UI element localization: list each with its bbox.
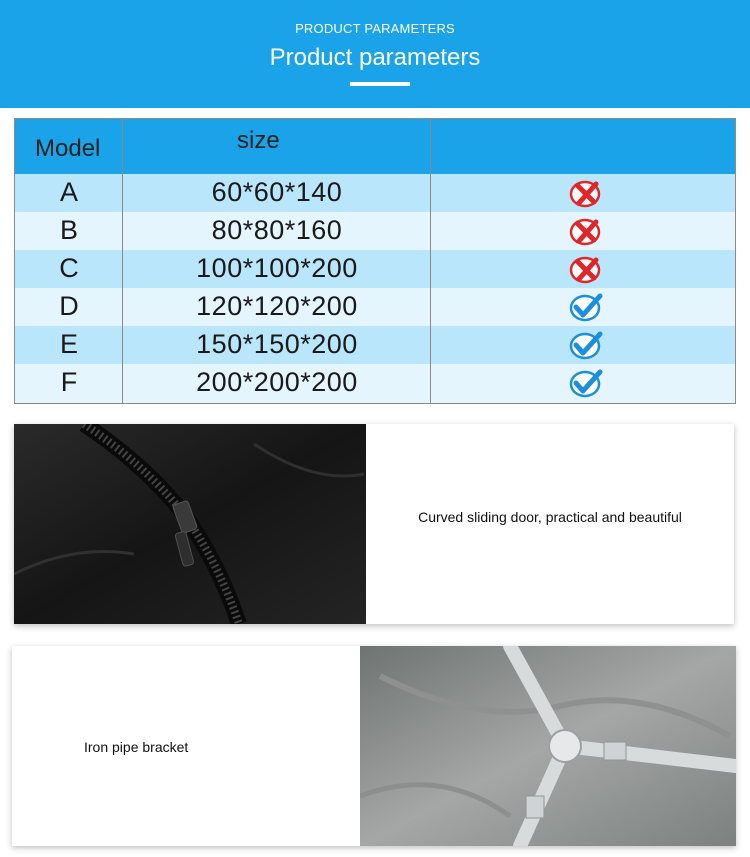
table-row <box>15 212 735 250</box>
size-cell: 100*100*200 <box>196 253 358 283</box>
cross-icon <box>569 254 603 284</box>
table-row <box>15 364 735 403</box>
model-cell: E <box>59 329 78 359</box>
parameters-table <box>14 118 736 404</box>
feature-door-caption: Curved sliding door, practical and beautiful <box>418 509 682 525</box>
banner-title: Product parameters <box>269 44 481 71</box>
feature-bracket-card <box>12 646 736 846</box>
model-cell: D <box>59 291 79 321</box>
zipper-door-photo <box>14 424 366 624</box>
size-cell: 120*120*200 <box>196 291 358 321</box>
header-size: size <box>237 127 280 154</box>
column-divider <box>122 119 123 403</box>
size-cell: 150*150*200 <box>196 329 358 359</box>
banner-subtitle: PRODUCT PARAMETERS <box>295 21 455 36</box>
pipe-bracket-photo <box>360 646 736 846</box>
size-cell: 80*80*160 <box>211 215 343 245</box>
header-model: Model <box>35 135 101 162</box>
header-banner <box>0 0 750 108</box>
table-row <box>15 326 735 364</box>
check-icon <box>569 368 603 398</box>
feature-door-card <box>14 424 734 624</box>
cross-icon <box>569 216 603 246</box>
column-divider <box>430 119 431 403</box>
feature-bracket-caption: Iron pipe bracket <box>84 739 189 755</box>
model-cell: F <box>60 367 78 397</box>
table-row <box>15 174 735 212</box>
table-row <box>15 250 735 288</box>
check-icon <box>569 292 603 322</box>
size-cell: 200*200*200 <box>196 367 358 397</box>
table-header <box>15 119 735 174</box>
size-cell: 60*60*140 <box>211 177 343 207</box>
cross-icon <box>569 178 603 208</box>
table-row <box>15 288 735 326</box>
model-cell: A <box>59 177 78 207</box>
title-underline <box>350 82 410 86</box>
check-icon <box>569 330 603 360</box>
model-cell: B <box>59 215 78 245</box>
model-cell: C <box>59 253 79 283</box>
